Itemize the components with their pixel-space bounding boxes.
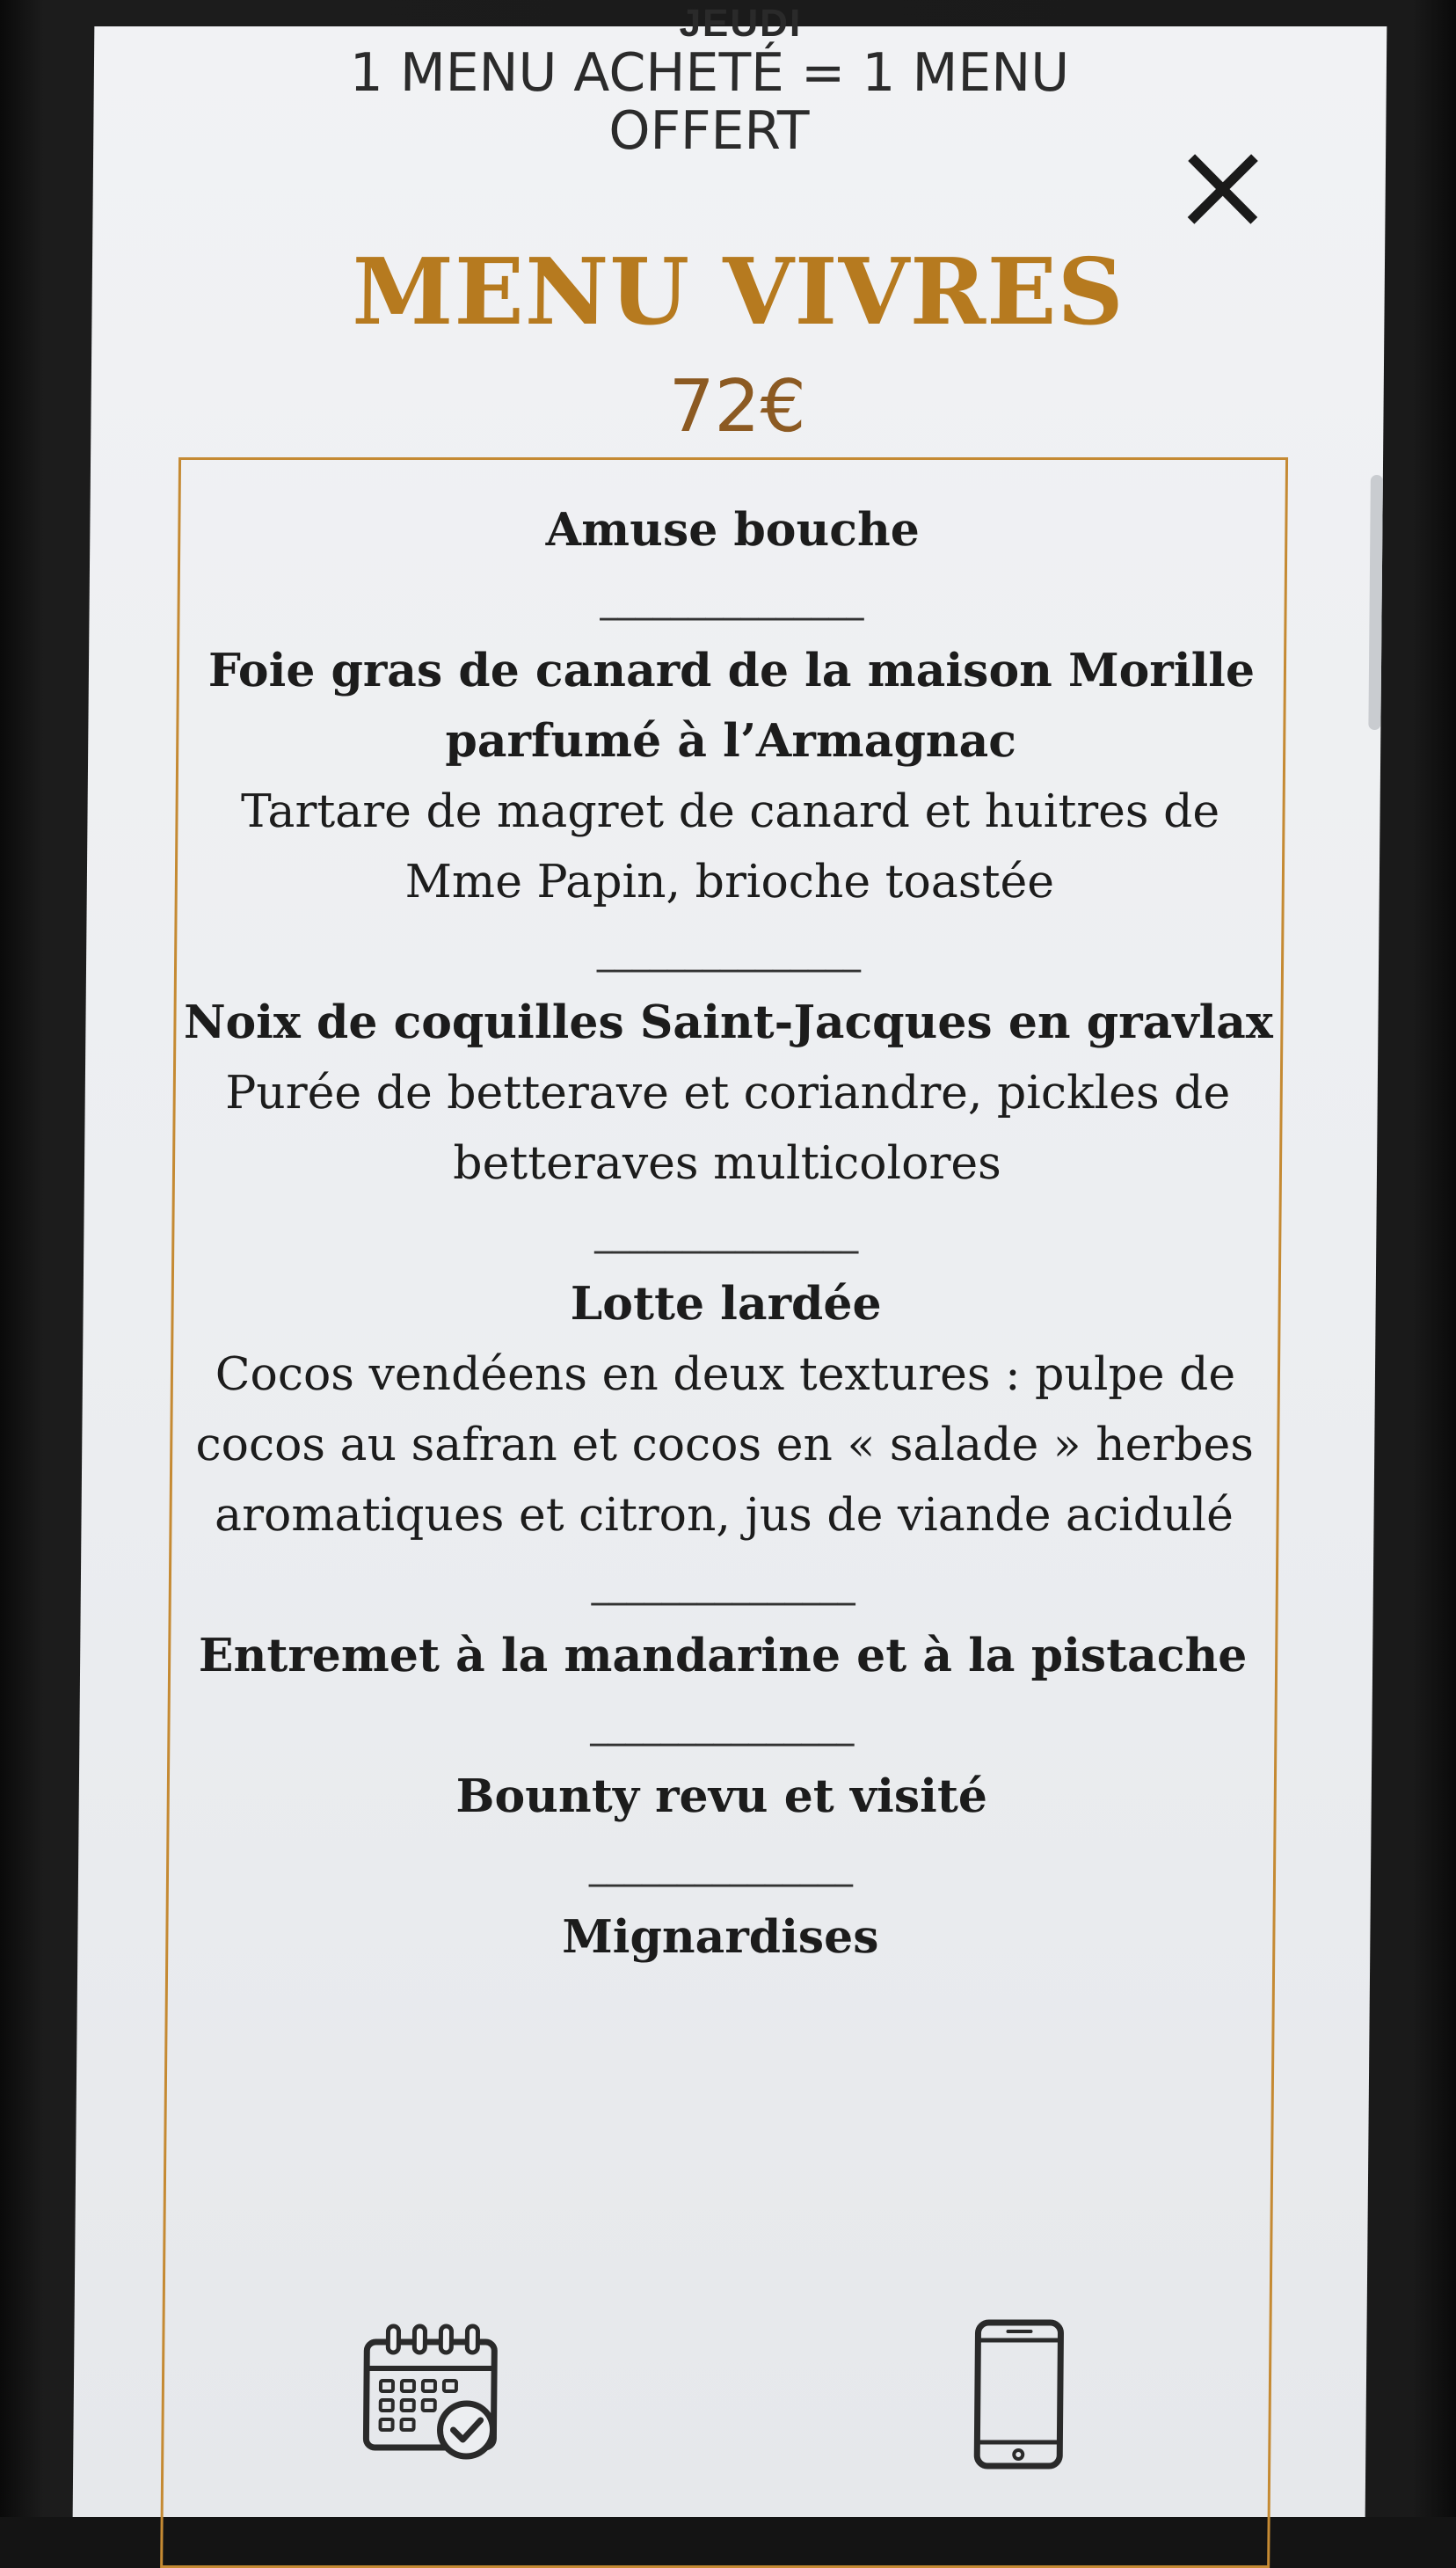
course-name: Noix de coquilles Saint-Jacques en gravlax: [183, 996, 1274, 1049]
course-separator: _______________: [591, 1565, 856, 1606]
course-item: [171, 1621, 1276, 1691]
day-label-cut: JEUDI: [679, 2, 803, 45]
menu-title: MENU VIVRES: [352, 237, 1125, 346]
course-separator: _______________: [588, 1847, 854, 1887]
menu-price: 72€: [667, 365, 807, 449]
course-item: [168, 1902, 1273, 1973]
course-name: Amuse bouche: [545, 503, 921, 557]
course-name: Foie gras de canard de la maison Morille parfumé à l’Armagnac: [207, 644, 1256, 768]
course-description: Cocos vendéens en deux textures : pulpe de cocos au safran et cocos en « salade » herbes aromatiques et citron, jus de viande acidulé: [195, 1348, 1255, 1542]
calendar-check-icon: [359, 2317, 509, 2467]
course-list: [168, 495, 1285, 1973]
promo-text: 1 MENU ACHETÉ = 1 MENU OFFERT: [349, 42, 1070, 162]
course-separator: _______________: [590, 1706, 855, 1747]
course-item: [180, 495, 1285, 565]
course-description: Tartare de magret de canard et huitres de Mme Papin, brioche toastée: [240, 785, 1220, 908]
close-icon: [1178, 145, 1267, 233]
course-separator: _______________: [594, 1214, 859, 1254]
reserve-button[interactable]: [359, 2317, 509, 2467]
course-name: Entremet à la mandarine et à la pistache: [198, 1629, 1248, 1682]
course-separator: _______________: [596, 932, 862, 973]
course-item: [178, 636, 1285, 917]
course-item: [171, 1269, 1278, 1550]
smartphone-icon: [970, 2317, 1068, 2471]
course-separator: _______________: [600, 580, 864, 621]
course-item: [175, 988, 1281, 1199]
contact-actions: [73, 2317, 1367, 2493]
course-item: [169, 1762, 1274, 1832]
close-button[interactable]: [1178, 145, 1267, 233]
menu-modal: [73, 2, 1387, 2517]
course-name: Bounty revu et visité: [455, 1769, 988, 1823]
menu-card: [160, 457, 1288, 2568]
course-name: Mignardises: [561, 1910, 879, 1964]
call-button[interactable]: [970, 2317, 1068, 2471]
course-name: Lotte lardée: [570, 1277, 882, 1331]
scrollbar[interactable]: [1368, 475, 1383, 730]
course-description: Purée de betterave et coriandre, pickles de betteraves multicolores: [225, 1067, 1231, 1190]
